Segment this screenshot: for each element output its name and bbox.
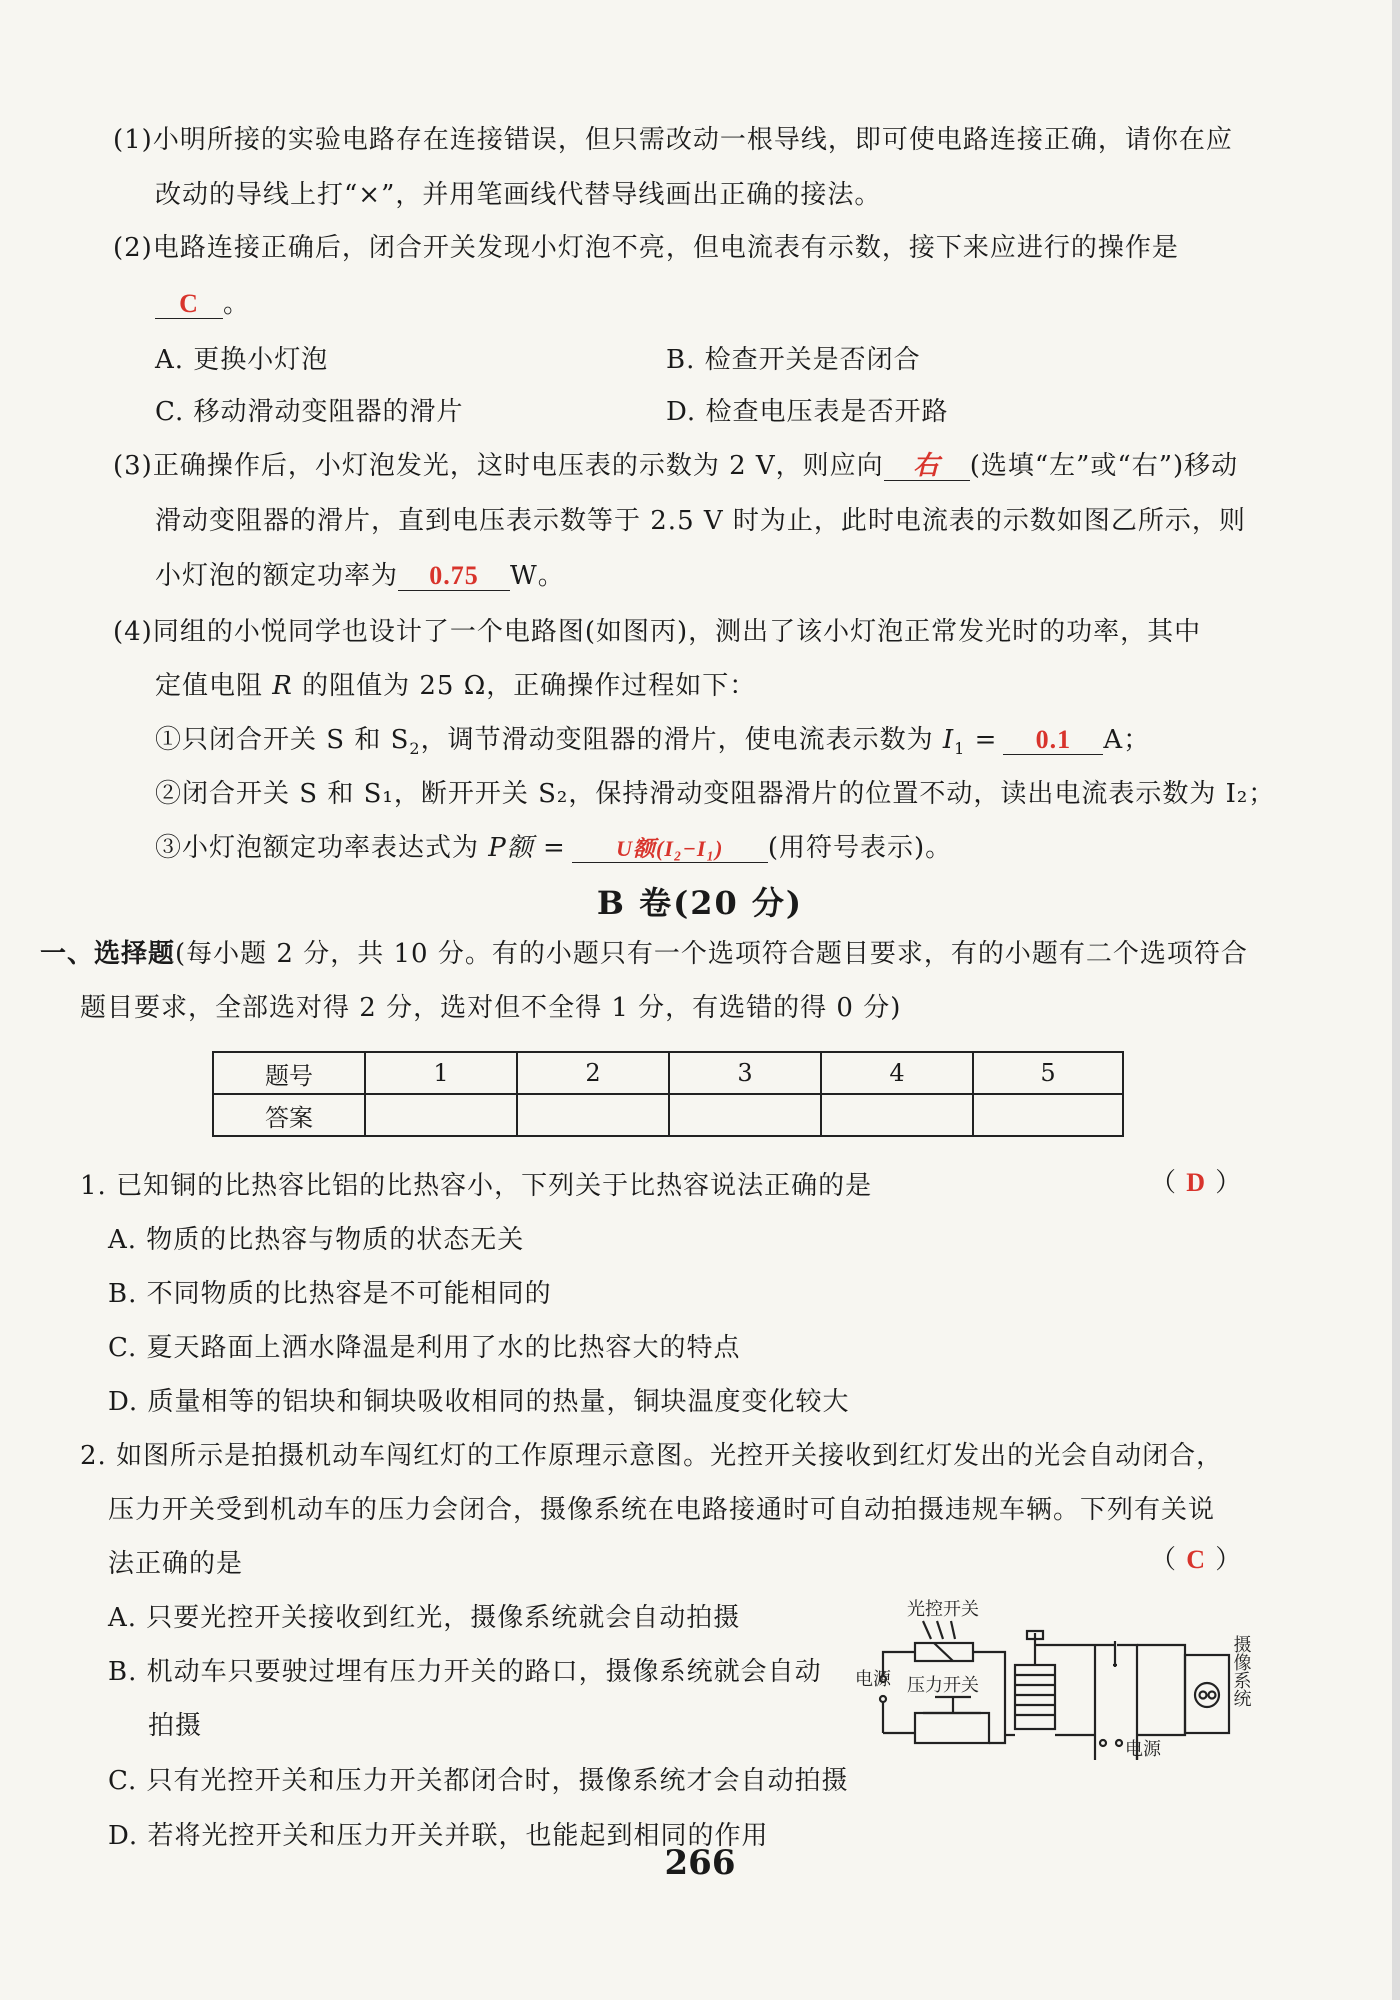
mc2-option-a: A. 只要光控开关接收到红光，摄像系统就会自动拍摄 (108, 1603, 741, 1633)
q4-step1-mid: ，调节滑动变阻器的滑片，使电流表示数为 (420, 725, 934, 755)
scan-edge (1392, 0, 1400, 2000)
q3-line3-pre: 小灯泡的额定功率为 (155, 561, 399, 591)
table-number-cell: 4 (821, 1052, 973, 1094)
table-number-cell: 1 (365, 1052, 517, 1094)
table-answer-cell[interactable] (973, 1094, 1123, 1136)
q4-line2 (155, 668, 756, 704)
q4-step3-post: (用符号表示)。 (767, 833, 953, 863)
q3-line1-post: (选填“左”或“右”)移动 (969, 451, 1239, 481)
answer-table (212, 1051, 1124, 1137)
table-answer-cell[interactable] (669, 1094, 821, 1136)
q3-answer1-blank (884, 448, 970, 481)
page-number: 266 (664, 1843, 736, 1883)
mc2-option-d: D. 若将光控开关和压力开关并联，也能起到相同的作用 (108, 1821, 769, 1851)
q4-r-symbol: R (272, 671, 293, 701)
mc1-option-b: B. 不同物质的比热容是不可能相同的 (108, 1279, 552, 1309)
label-camera-system: 摄像系统 (1230, 1635, 1252, 1707)
q3-answer2-blank (398, 558, 510, 591)
q4-step1-eq: = (965, 725, 998, 755)
mc2-option-b1: B. 机动车只要驶过埋有压力开关的路口，摄像系统就会自动 (108, 1657, 822, 1687)
table-answer-cell[interactable] (365, 1094, 517, 1136)
q1-line1: (1)小明所接的实验电路存在连接错误，但只需改动一根导线，即可使电路连接正确，请你在应 (113, 125, 1233, 155)
q2-answer-blank (155, 286, 223, 319)
label-pressure-switch: 压力开关 (907, 1675, 979, 1696)
q4-step3-sym: P额 = (488, 833, 566, 863)
table-row-numbers (213, 1052, 1123, 1094)
q4-step2: ②闭合开关 S 和 S₁，断开开关 S₂，保持滑动变阻器滑片的位置不动，读出电流表示数为 I₂； (155, 779, 1276, 809)
q4-line2-pre: 定值电阻 (155, 671, 264, 701)
q4-step1-pre: ①只闭合开关 S 和 S (155, 725, 410, 755)
q3-line3 (155, 558, 565, 594)
mc2-option-c: C. 只有光控开关和压力开关都闭合时，摄像系统才会自动拍摄 (108, 1766, 849, 1796)
q3-line2: 滑动变阻器的滑片，直到电压表示数等于 2.5 V 时为止，此时电流表的示数如图乙所示，则 (155, 506, 1246, 536)
mc1-option-a: A. 物质的比热容与物质的状态无关 (108, 1225, 525, 1255)
q2-option-b: B. 检查开关是否闭合 (666, 345, 921, 375)
q4-step3-pre: ③小灯泡额定功率表达式为 (155, 833, 480, 863)
section-title: B 卷(20 分) (596, 884, 804, 922)
mc2-answer-bracket: （ C ） (1150, 1545, 1243, 1575)
mc-header-line2: 题目要求，全部选对得 2 分，选对但不全得 1 分，有选错的得 0 分) (80, 993, 902, 1023)
mc1-answer-bracket: （ D ） (1150, 1168, 1243, 1198)
q4-step3 (155, 830, 952, 866)
traffic-camera-circuit-diagram (855, 1595, 1275, 1760)
q2-answer: C (179, 289, 199, 318)
q4-line2-post: 的阻值为 25 Ω，正确操作过程如下： (302, 671, 757, 701)
q4-step1-sub: 2 (409, 739, 421, 759)
mc1-stem (80, 1168, 872, 1204)
q2-option-c: C. 移动滑动变阻器的滑片 (155, 397, 464, 427)
mc2-stem1: 2. 如图所示是拍摄机动车闯红灯的工作原理示意图。光控开关接收到红灯发出的光会自动闭合， (80, 1441, 1224, 1471)
q1-line2: 改动的导线上打“×”，并用笔画线代替导线画出正确的接法。 (155, 180, 882, 210)
label-power-2: 电源 (1125, 1739, 1161, 1760)
q4-line1: (4)同组的小悦同学也设计了一个电路图(如图丙)，测出了该小灯泡正常发光时的功率，其中 (113, 617, 1202, 647)
label-light-switch: 光控开关 (907, 1599, 979, 1620)
q4-step1-post: A； (1103, 725, 1151, 755)
q2-option-a: A. 更换小灯泡 (155, 345, 329, 375)
mc1-answer: D (1186, 1168, 1207, 1197)
q4-step3-blank (572, 830, 768, 863)
mc2-stem2: 压力开关受到机动车的压力会闭合，摄像系统在电路接通时可自动拍摄违规车辆。下列有关说 (108, 1495, 1216, 1525)
mc2-stem3: 法正确的是 (108, 1549, 244, 1579)
q3-answer1: 右 (913, 451, 941, 480)
mc-header-text: (每小题 2 分，共 10 分。有的小题只有一个选项符合题目要求，有的小题有二个选项符合 (175, 939, 1248, 969)
q3-answer2: 0.75 (429, 561, 479, 590)
mc1-option-c: C. 夏天路面上洒水降温是利用了水的比热容大的特点 (108, 1333, 741, 1363)
table-number-cell: 2 (517, 1052, 669, 1094)
table-header-cell: 答案 (213, 1094, 365, 1136)
pressure-switch (915, 1713, 989, 1743)
table-header-cell: 题号 (213, 1052, 365, 1094)
mc1-option-d: D. 质量相等的铝块和铜块吸收相同的热量，铜块温度变化较大 (108, 1387, 850, 1417)
table-answer-cell[interactable] (821, 1094, 973, 1136)
q3-line1 (113, 448, 1238, 484)
q4-step3-answer: U额(I₂−I₁) (616, 836, 724, 861)
q2-after: 。 (223, 289, 251, 319)
label-power-1: 电源 (855, 1669, 891, 1690)
q2-answer-line (155, 286, 250, 322)
q4-step1 (155, 722, 1150, 767)
mc2-option-b2: 拍摄 (148, 1711, 203, 1741)
q4-step1-answer: 0.1 (1035, 725, 1072, 754)
q4-step1-blank (1003, 722, 1103, 755)
table-answer-cell[interactable] (517, 1094, 669, 1136)
table-row-answers (213, 1094, 1123, 1136)
q3-line1-pre: (3)正确操作后，小灯泡发光，这时电压表的示数为 2 V，则应向 (113, 451, 884, 481)
q4-step1-sym-sub: 1 (954, 739, 966, 759)
mc-header-label: 一、选择题 (40, 939, 176, 969)
q4-step1-sym: I (942, 725, 955, 755)
q2-option-d: D. 检查电压表是否开路 (666, 397, 949, 427)
mc-header-line1 (40, 936, 1248, 972)
q2-line1: (2)电路连接正确后，闭合开关发现小灯泡不亮，但电流表有示数，接下来应进行的操作是 (113, 233, 1179, 263)
table-number-cell: 3 (669, 1052, 821, 1094)
mc1-stem-text: 1. 已知铜的比热容比铝的比热容小，下列关于比热容说法正确的是 (80, 1171, 873, 1201)
q3-line3-post: W。 (510, 561, 565, 591)
mc2-answer: C (1186, 1545, 1207, 1574)
table-number-cell: 5 (973, 1052, 1123, 1094)
